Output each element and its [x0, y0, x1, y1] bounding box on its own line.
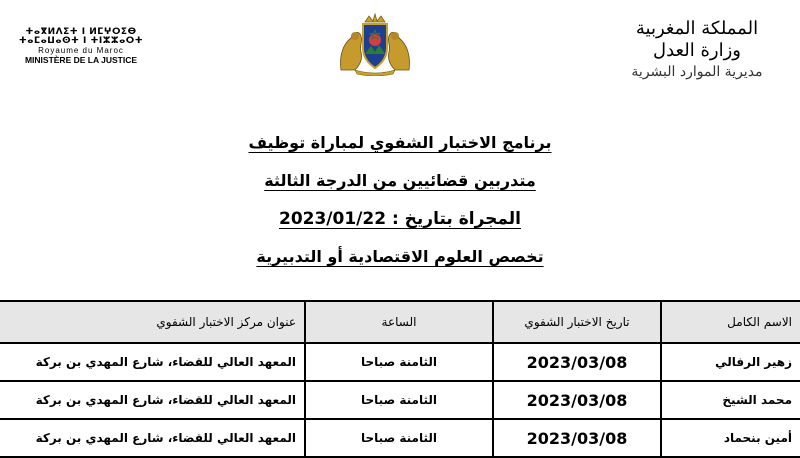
- title-line-4: تخصص العلوم الاقتصادية أو التدبيرية: [256, 247, 544, 266]
- tifinagh-ministry-text: ⵜⴰⵎⴰⵡⴰⵙⵜ ⵏ ⵜⵏⵣⵣⴰⵔⵜ: [18, 36, 144, 46]
- header-full-name: الاسم الكامل: [661, 301, 800, 343]
- cell-name: محمد الشيخ: [661, 381, 800, 419]
- header-exam-date: تاريخ الاختبار الشفوي: [493, 301, 661, 343]
- table-header-row: [0, 301, 800, 343]
- cell-name: زهير الرفالي: [661, 343, 800, 381]
- ministry-header-right: [612, 18, 782, 82]
- header-center-address: عنوان مركز الاختبار الشفوي: [0, 301, 305, 343]
- cell-date: 2023/03/08: [493, 381, 661, 419]
- cell-date: 2023/03/08: [493, 343, 661, 381]
- title-line-3: المجراة بتاريخ : 2023/01/22: [278, 209, 522, 229]
- cell-time: الثامنة صباحا: [305, 381, 493, 419]
- royaume-text: Royaume du Maroc: [38, 46, 124, 55]
- header-time: الساعة: [305, 301, 493, 343]
- title-line-1: برنامج الاختبار الشفوي لمباراة توظيف: [248, 133, 552, 152]
- document-titles: [0, 124, 800, 276]
- ministry-arabic-text: وزارة العدل: [653, 40, 741, 61]
- cell-address: المعهد العالي للقضاء، شارع المهدي بن بركة: [0, 343, 305, 381]
- table-row: [0, 343, 800, 381]
- ministere-text: MINISTÈRE DE LA JUSTICE: [24, 55, 138, 65]
- table-row: [0, 381, 800, 419]
- ministry-header-left: [6, 28, 156, 65]
- cell-name: أمين بنحماد: [661, 419, 800, 457]
- cell-date: 2023/03/08: [493, 419, 661, 457]
- table-row: [0, 419, 800, 457]
- cell-address: المعهد العالي للقضاء، شارع المهدي بن بركة: [0, 381, 305, 419]
- kingdom-arabic-text: المملكة المغربية: [635, 18, 759, 39]
- cell-address: المعهد العالي للقضاء، شارع المهدي بن بركة: [0, 419, 305, 457]
- cell-time: الثامنة صباحا: [305, 419, 493, 457]
- tifinagh-kingdom-text: ⵜⴰⴳⵍⴷⵉⵜ ⵏ ⵍⵎⵖⵔⵉⴱ: [25, 27, 137, 37]
- title-line-2: متدربين قضائيين من الدرجة الثالثة: [264, 171, 536, 190]
- candidates-table: [0, 300, 800, 458]
- directorate-arabic-text: مديرية الموارد البشرية: [631, 64, 763, 80]
- cell-time: الثامنة صباحا: [305, 343, 493, 381]
- royal-coat-of-arms-icon: [333, 12, 417, 76]
